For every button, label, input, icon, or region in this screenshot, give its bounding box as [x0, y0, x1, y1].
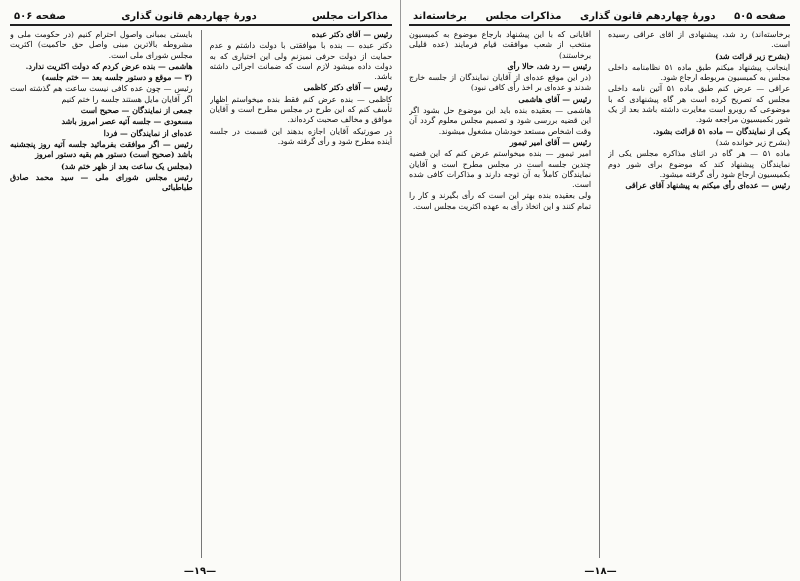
paragraph: رئیس — اگر موافقت بفرمائید جلسه آتیه روز پنجشنبه باشد (صحیح است) دستور هم بقیه دستور امروز: [10, 139, 193, 160]
paragraph: جمعی از نمایندگان — صحیح است: [80, 106, 193, 116]
paragraph: هاشمی — بعقیده بنده باید این موضوع حل بشود اگر این قضیه بررسی شود و تصمیم مجلس معلوم گردد آن وقت اشخاص مستعد خودشان مشغول میشوند.: [409, 106, 591, 136]
paragraph: رئیس مجلس شورای ملی — سید محمد صادق طباطبائی: [10, 172, 193, 193]
paragraph: برخاسته‌اند) رد شد، پیشنهادی از آقای عراقی رسیده است.: [608, 30, 790, 50]
paragraph: ولی بعقیده بنده بهتر این است که رأی بگیرند و کار را تمام کنند و این اتخاذ رأی به عهده اکثریت مجلس است.: [409, 191, 591, 211]
paragraph: رئیس — آقای امیر تیمور: [509, 137, 591, 147]
column-divider: [599, 30, 600, 558]
paragraph: کاظمی — بنده عرض کنم فقط بنده میخواستم اظهار تأسف کنم که این طرح در مجلس مطرح است و آقایان موافق و مخالف صحبت کرده‌اند.: [209, 94, 392, 125]
paragraph: ماده ۵۱ — هر گاه در اثنای مذاکره مجلس یکی از نمایندگان پیشنهاد کند که موضوع برای شور دوم بکمیسیون ارجاع شود رأی گرفته میشود.: [608, 149, 790, 179]
left-header-title: دورهٔ چهاردهم قانون گذاری: [121, 10, 257, 22]
paragraph: هاشمی — بنده عرض کردم که دولت اکثریت ندارد.: [25, 61, 193, 71]
left-header-center: مذاکرات مجلس: [311, 10, 388, 22]
right-page-header: [409, 8, 790, 26]
paragraph: رئیس — آقای دکتر کاظمی: [303, 83, 392, 93]
left-page-number: —۱۹—: [183, 566, 217, 577]
paragraph: (مجلس یک ساعت بعد از ظهر ختم شد): [60, 161, 193, 171]
paragraph: (۳ — موقع و دستور جلسه بعد — ختم جلسه): [41, 73, 193, 83]
right-page: [400, 0, 800, 581]
right-header-right: برخاسته‌اند: [413, 10, 467, 22]
paragraph: رئیس — رد شد، حالا رأی: [507, 61, 591, 71]
right-header-page-number: صفحه ۵۰۵: [734, 10, 786, 22]
right-page-number: —۱۸—: [584, 566, 617, 577]
right-header-title: دورهٔ چهاردهم قانون گذاری: [580, 10, 716, 22]
paragraph: مسعودی — جلسه آتیه عصر امروز باشد: [61, 117, 193, 127]
paragraph: آقایانی که با این پیشنهاد بارجاع موضوع به کمیسیون منتخب از شعب موافقت قیام فرمایند (عده قلیلی برخاستند): [409, 30, 591, 60]
paragraph: رئیس — عده‌ای رأی میکنم به پیشنهاد آقای عراقی: [625, 181, 790, 191]
paragraph: اینجانب پیشنهاد میکنم طبق ماده ۵۱ نظامنامه داخلی مجلس به کمیسیون مربوطه ارجاع شود.: [608, 62, 790, 83]
right-page-column-right: [608, 30, 790, 558]
left-page-header: [10, 8, 392, 26]
paragraph: رئیس — آقای هاشمی: [518, 94, 591, 104]
paragraph: در صورتیکه آقایان اجازه بدهند این قسمت در جلسه آینده مطرح شود و رأی گرفته شود.: [209, 126, 392, 146]
left-page-column-left: [10, 30, 193, 558]
paragraph: رئیس — چون عده کافی نیست ساعت هم گذشته است اگر آقایان مایل هستند جلسه را ختم کنیم: [10, 84, 193, 104]
right-header-center: مذاکرات مجلس: [485, 10, 562, 22]
paragraph: (در این موقع عده‌ای از آقایان نمایندگان از جلسه خارج شدند و عده‌ای بر اخذ رأی کافی نبود): [409, 73, 591, 93]
paragraph: امیر تیمور — بنده میخواستم عرض کنم که این قضیه چندین جلسه است در مجلس مطرح است و آقایان نمایندگان کاملاً به آن توجه دارند و مذاکرات کافی شده است.: [409, 149, 591, 190]
paragraph: عراقی — عرض کنم طبق ماده ۵۱ آئین نامه داخلی مجلس که تصریح کرده است هر گاه پیشنهادی که با موضوعی که روبرو است مغایرت داشته باشد بعد از یک شور بکمیسیون مراجعه شود.: [608, 84, 790, 125]
paragraph: بایستی بمبانی واصول احترام کنیم (در حکومت ملی و مشروطه بالاترین مبنی واصل حق حاکمیت) اکثریت مجلس شورای ملی است.: [10, 30, 193, 60]
right-page-column-left: [409, 30, 591, 558]
column-divider: [201, 30, 202, 558]
paragraph: عده‌ای از نمایندگان — فردا: [103, 128, 193, 138]
left-page-column-right: [210, 30, 393, 558]
paragraph: یکی از نمایندگان — ماده ۵۱ قرائت بشود.: [652, 126, 790, 136]
paragraph: (بشرح زیر خوانده شد): [715, 137, 790, 147]
paragraph: رئیس — آقای دکتر عبده: [311, 30, 392, 39]
left-header-page-number: صفحه ۵۰۶: [14, 10, 66, 22]
paragraph: دکتر عبده — بنده با موافقتی با دولت داشتم و عدم حمایت از دولت حرفی نمیزنم ولی این اختیاری که به دولت داده میشود لازم است که ضمانت اجرائی داشته باشد.: [209, 41, 392, 82]
paragraph: (بشرح زیر قرائت شد): [715, 51, 790, 61]
